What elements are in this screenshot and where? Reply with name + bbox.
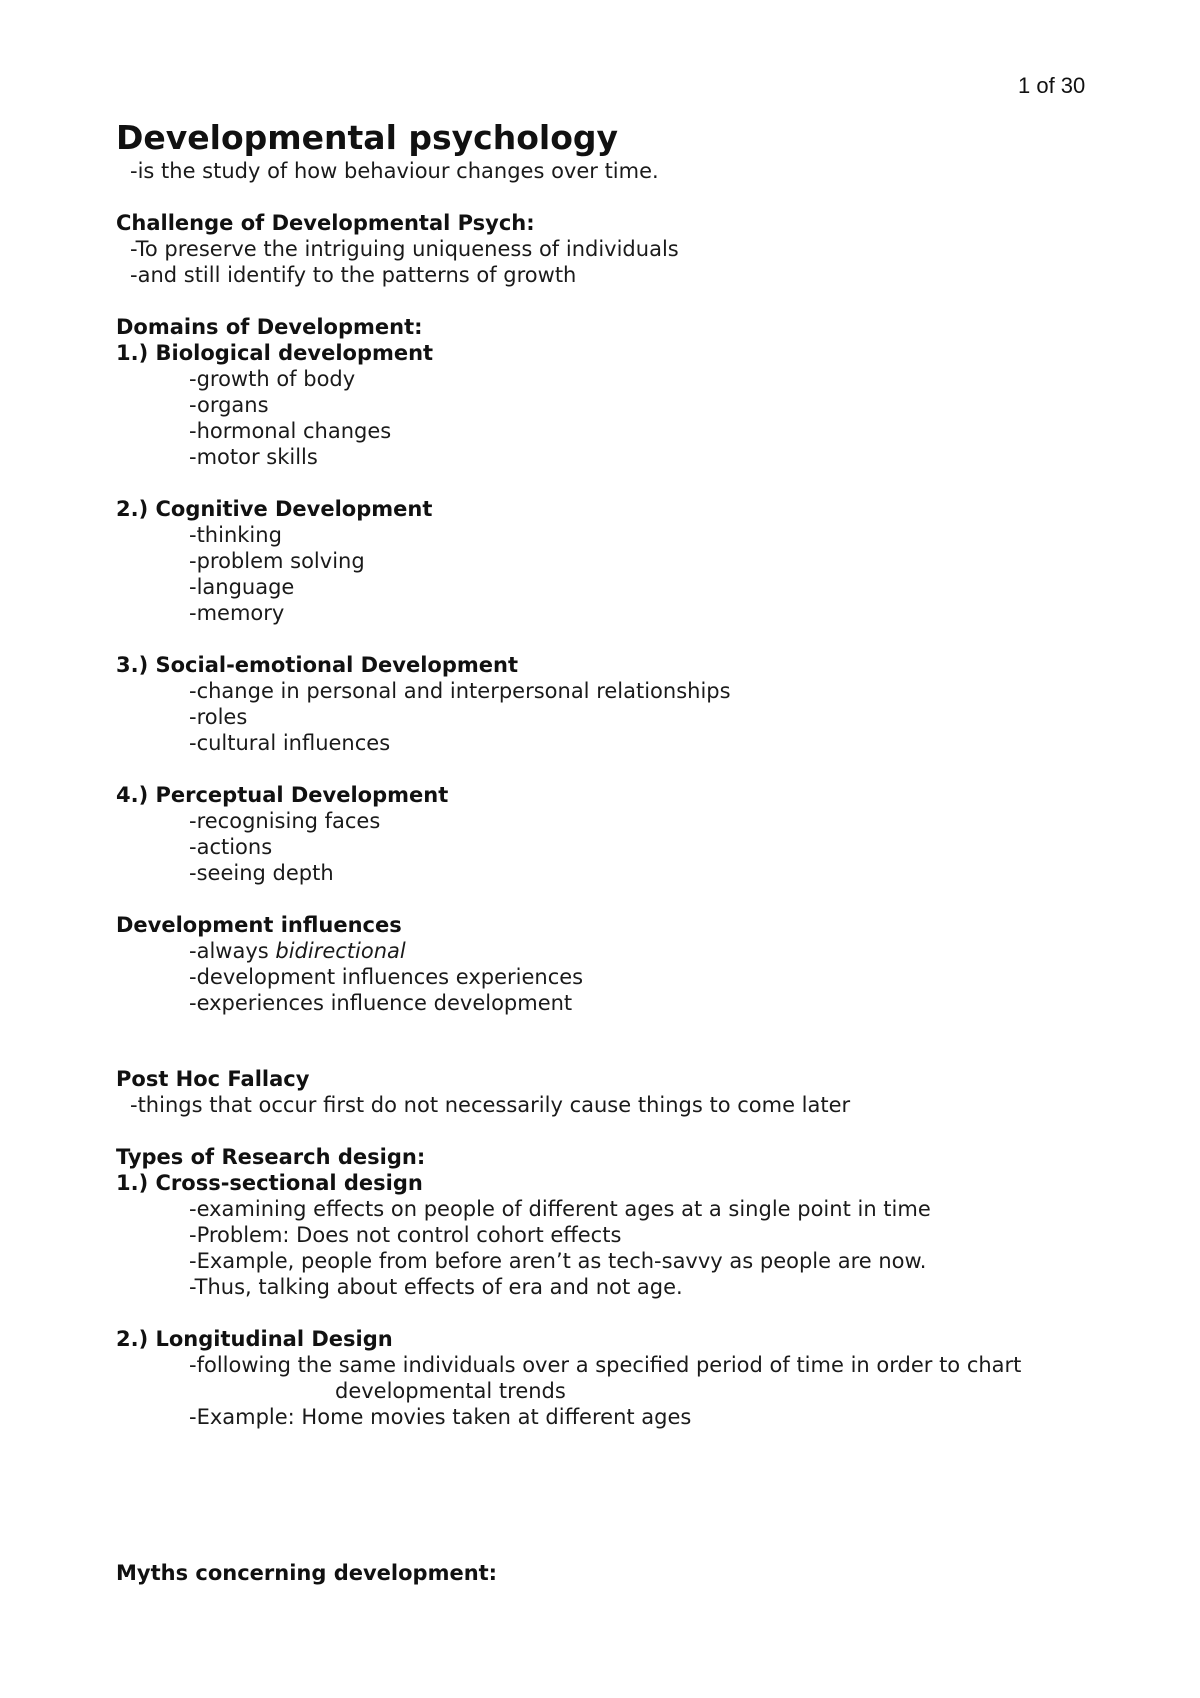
list-item: -change in personal and interpersonal relationships (189, 679, 731, 703)
document-title: Developmental psychology (116, 118, 618, 157)
myths-heading: Myths concerning development: (116, 1561, 498, 1585)
cognitive-heading: 2.) Cognitive Development (116, 497, 433, 521)
definition-text: -is the study of how behaviour changes over time. (130, 159, 659, 183)
list-item: -Example: Home movies taken at different ages (189, 1405, 692, 1429)
list-item: -following the same individuals over a specified period of time in order to chart (189, 1353, 1022, 1377)
list-item: -language (189, 575, 295, 599)
list-item: -motor skills (189, 445, 318, 469)
list-item: -problem solving (189, 549, 365, 573)
social-heading: 3.) Social-emotional Development (116, 653, 519, 677)
fallacy-heading: Post Hoc Fallacy (116, 1067, 310, 1091)
bidirectional-term: bidirectional (275, 939, 406, 963)
perceptual-heading: 4.) Perceptual Development (116, 783, 449, 807)
list-item: -organs (189, 393, 269, 417)
biological-heading: 1.) Biological development (116, 341, 434, 365)
list-item: -seeing depth (189, 861, 334, 885)
list-item: -memory (189, 601, 285, 625)
list-item: -hormonal changes (189, 419, 392, 443)
longitudinal-heading: 2.) Longitudinal Design (116, 1327, 393, 1351)
challenge-line: -and still identify to the patterns of growth (130, 263, 577, 287)
influences-heading: Development influences (116, 913, 402, 937)
challenge-heading: Challenge of Developmental Psych: (116, 211, 535, 235)
list-item: -cultural influences (189, 731, 391, 755)
page-number: 1 of 30 (1018, 73, 1086, 98)
research-heading: Types of Research design: (116, 1145, 426, 1169)
domains-heading: Domains of Development: (116, 315, 423, 339)
list-item: -Example, people from before aren’t as tech-savvy as people are now. (189, 1249, 927, 1273)
list-item: -Thus, talking about effects of era and not age. (189, 1275, 683, 1299)
list-item: -examining effects on people of different ages at a single point in time (189, 1197, 931, 1221)
fallacy-line: -things that occur first do not necessarily cause things to come later (130, 1093, 851, 1117)
cross-sectional-heading: 1.) Cross-sectional design (116, 1171, 423, 1195)
list-item: -roles (189, 705, 248, 729)
challenge-line: -To preserve the intriguing uniqueness of individuals (130, 237, 679, 261)
always-prefix: -always (189, 939, 276, 963)
list-item: -experiences influence development (189, 991, 573, 1015)
list-item-continued: developmental trends (335, 1379, 566, 1403)
list-item: -growth of body (189, 367, 356, 391)
list-item: -development influences experiences (189, 965, 584, 989)
document-body (116, 118, 1116, 1586)
list-item: -recognising faces (189, 809, 381, 833)
list-item: -thinking (189, 523, 282, 547)
list-item (116, 938, 1116, 964)
list-item: -actions (189, 835, 273, 859)
list-item: -Problem: Does not control cohort effects (189, 1223, 622, 1247)
